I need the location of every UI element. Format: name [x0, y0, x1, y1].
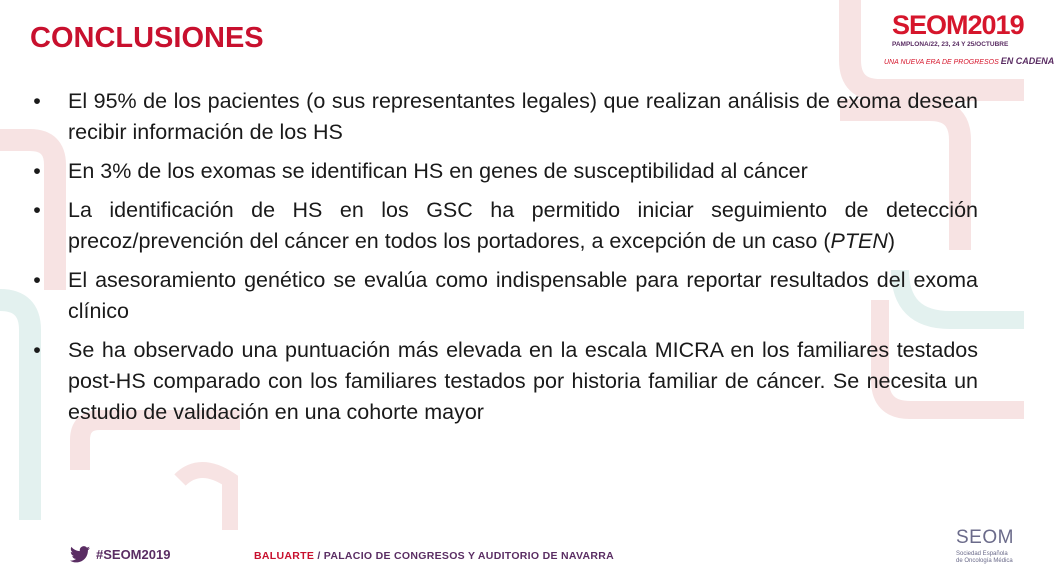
bullet-text-end: ): [887, 229, 896, 253]
logo-slogan: [884, 56, 1054, 66]
bullet-icon: •: [33, 89, 41, 113]
bullet-icon: •: [33, 268, 41, 292]
bullet-text: El asesoramiento genético se evalúa como indispensable para reportar resultados del exoma clínico: [68, 268, 978, 323]
org-name: SEOM: [956, 527, 1014, 548]
seom-org-logo: [952, 527, 1018, 573]
list-item: [30, 195, 978, 257]
org-subtitle: [956, 551, 1013, 565]
bullet-icon: •: [33, 198, 41, 222]
logo-slogan-em: EN CADENA: [1000, 56, 1054, 66]
bullet-text: En 3% de los exomas se identifican HS en genes de susceptibilidad al cáncer: [68, 159, 808, 183]
bullet-italic-gene: PTEN: [830, 229, 888, 253]
bullet-text: Se ha observado una puntuación más elevada en la escala MICRA en los familiares testados post-HS comparado con los familiares testados por historia familiar de cáncer. Se necesita un estudio de validación en una cohorte mayor: [68, 338, 978, 424]
list-item: [30, 265, 978, 327]
list-item: [30, 86, 978, 148]
bullet-icon: •: [33, 159, 41, 183]
conclusions-list: [30, 86, 978, 436]
bullet-icon: •: [33, 338, 41, 362]
logo-place: PAMPLONA/22, 23, 24 Y 25/OCTUBRE: [892, 41, 1009, 48]
list-item: [30, 156, 978, 187]
bullet-text: El 95% de los pacientes (o sus representantes legales) que realizan análisis de exoma desean recibir información de los HS: [68, 89, 978, 144]
logo-brand-text: SEOM: [892, 10, 968, 40]
logo-year: 2019: [967, 10, 1024, 40]
bullet-text: La identificación de HS en los GSC ha permitido iniciar seguimiento de detección precoz/prevención del cáncer en todos los portadores, a excepción de un caso (: [68, 198, 978, 253]
twitter-bird-icon: [70, 546, 90, 563]
hashtag-text: #SEOM2019: [96, 547, 171, 562]
slide-title: CONCLUSIONES: [30, 22, 264, 54]
seom2019-logo: [880, 10, 1054, 72]
venue-text: [254, 550, 614, 562]
venue-highlight: BALUARTE: [254, 550, 315, 562]
org-sub-line2: de Oncología Médica: [956, 558, 1013, 564]
venue-rest: / PALACIO DE CONGRESOS Y AUDITORIO DE NAVARRA: [314, 550, 615, 562]
twitter-hashtag[interactable]: [70, 546, 170, 563]
logo-brand: [892, 10, 1024, 41]
list-item: [30, 335, 978, 428]
logo-slogan-text: UNA NUEVA ERA DE PROGRESOS: [884, 59, 999, 66]
org-sub-line1: Sociedad Española: [956, 551, 1008, 557]
